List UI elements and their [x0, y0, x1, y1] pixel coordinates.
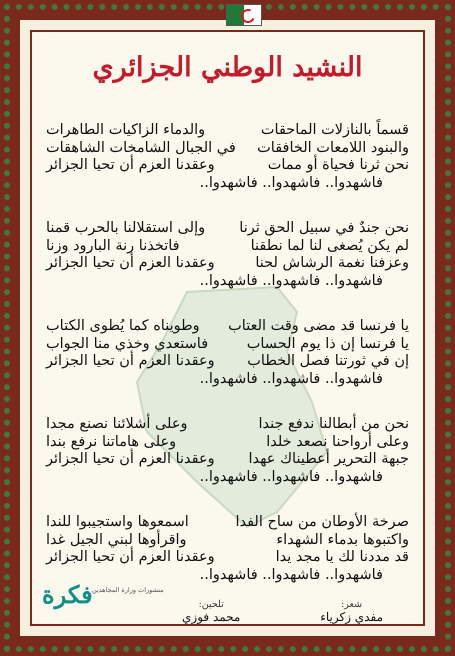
verse-half: وعلى أرواحنا نصعد خلدا [266, 433, 409, 450]
verse-half: وعلى هاماتنا نرفع بندا [46, 433, 177, 450]
anthem-title: النشيد الوطني الجزائري [92, 52, 363, 83]
refrain: فاشهدوا.. فاشهدوا.. فاشهدوا.. [199, 272, 383, 289]
verse-line [46, 353, 409, 371]
stanza-2 [46, 220, 409, 290]
verse-line [46, 157, 409, 175]
verse-half: وعقدنا العزم أن تحيا الجزائر [46, 255, 215, 271]
verse-line [46, 451, 409, 469]
verse-half: وعلى أشلائنا نصنع مجدا [46, 416, 188, 432]
stanza-3 [46, 318, 409, 388]
stanza-4 [46, 416, 409, 486]
verse-half: وعقدنا العزم أن تحيا الجزائر [46, 549, 215, 565]
verse-half: فاتخذنا رنة البارود وزنا [46, 237, 180, 254]
composer-credit: تلحين: محمد فوزي [182, 599, 241, 624]
verse-half: اسمعوها واستجيبوا للندا [46, 514, 189, 530]
verse-half: قسماً بالنازلات الماحقات [260, 122, 409, 138]
verse-line [46, 416, 409, 434]
stanza-5 [46, 514, 409, 584]
verse-line [46, 238, 409, 256]
refrain: فاشهدوا.. فاشهدوا.. فاشهدوا.. [199, 566, 383, 583]
verse-half: جبهة التحرير أعطيناك عهدا [248, 451, 409, 467]
verse-line [46, 318, 409, 336]
refrain: فاشهدوا.. فاشهدوا.. فاشهدوا.. [199, 174, 383, 191]
verse-half: صرخة الأوطان من ساح الفدا [235, 514, 409, 530]
verse-half: وإلى استقلالنا بالحرب قمنا [46, 220, 206, 236]
verse-half: نحن جندٌ في سبيل الحق ثرنا [239, 220, 409, 236]
verse-line [46, 434, 409, 452]
verse-half: إن في ثورتنا فصل الخطاب [247, 353, 409, 369]
verse-line [46, 140, 409, 158]
verse-half: وعقدنا العزم أن تحيا الجزائر [46, 353, 215, 369]
verse-half: والبنود اللامعات الخافقات [257, 139, 409, 156]
verse-half: وعقدنا العزم أن تحيا الجزائر [46, 157, 215, 173]
verse-line [46, 514, 409, 532]
refrain: فاشهدوا.. فاشهدوا.. فاشهدوا.. [199, 370, 383, 387]
algerian-flag-icon [226, 4, 262, 26]
verse-line [46, 532, 409, 550]
verse-half: في الجبال الشامخات الشاهقات [46, 139, 236, 156]
verse-half: وعقدنا العزم أن تحيا الجزائر [46, 451, 215, 467]
verse-half: فاستعدي وخذي منا الجواب [46, 335, 209, 352]
verse-half: يا فرنسا قد مضى وقت العتاب [228, 318, 409, 334]
refrain: فاشهدوا.. فاشهدوا.. فاشهدوا.. [199, 468, 383, 485]
site-watermark: فكرة [42, 580, 93, 609]
verse-half: لم يكن يُصغى لنا لما نطقنا [250, 237, 409, 254]
verse-line [46, 549, 409, 567]
verse-half: والدماء الزاكيات الطاهرات [46, 122, 206, 138]
verse-line [46, 255, 409, 273]
verse-half: يا فرنسا إن ذا يوم الحساب [246, 335, 409, 352]
poet-credit: شعر: مفدي زكرياء [320, 599, 383, 624]
publisher-note: منشورات وزارة المجاهدين [92, 586, 164, 594]
verse-half: نحن ثرنا فحياة أو ممات [267, 157, 409, 173]
verse-half: واكتبوها بدماء الشهداء [276, 531, 409, 548]
verse-half: وطويناه كما يُطوى الكتاب [46, 318, 200, 334]
verse-half: نحن من أبطالنا ندفع جندا [258, 416, 409, 432]
verse-line [46, 122, 409, 140]
verse-half: وعزفنا نغمة الرشاش لحنا [255, 255, 409, 271]
verse-line [46, 220, 409, 238]
verse-half: قد مددنا لك يا مجد يدا [275, 549, 409, 565]
stanza-1 [46, 122, 409, 192]
verse-half: واقرأوها لبني الجيل غدا [46, 531, 187, 548]
verse-line [46, 336, 409, 354]
anthem-frame [30, 30, 425, 626]
